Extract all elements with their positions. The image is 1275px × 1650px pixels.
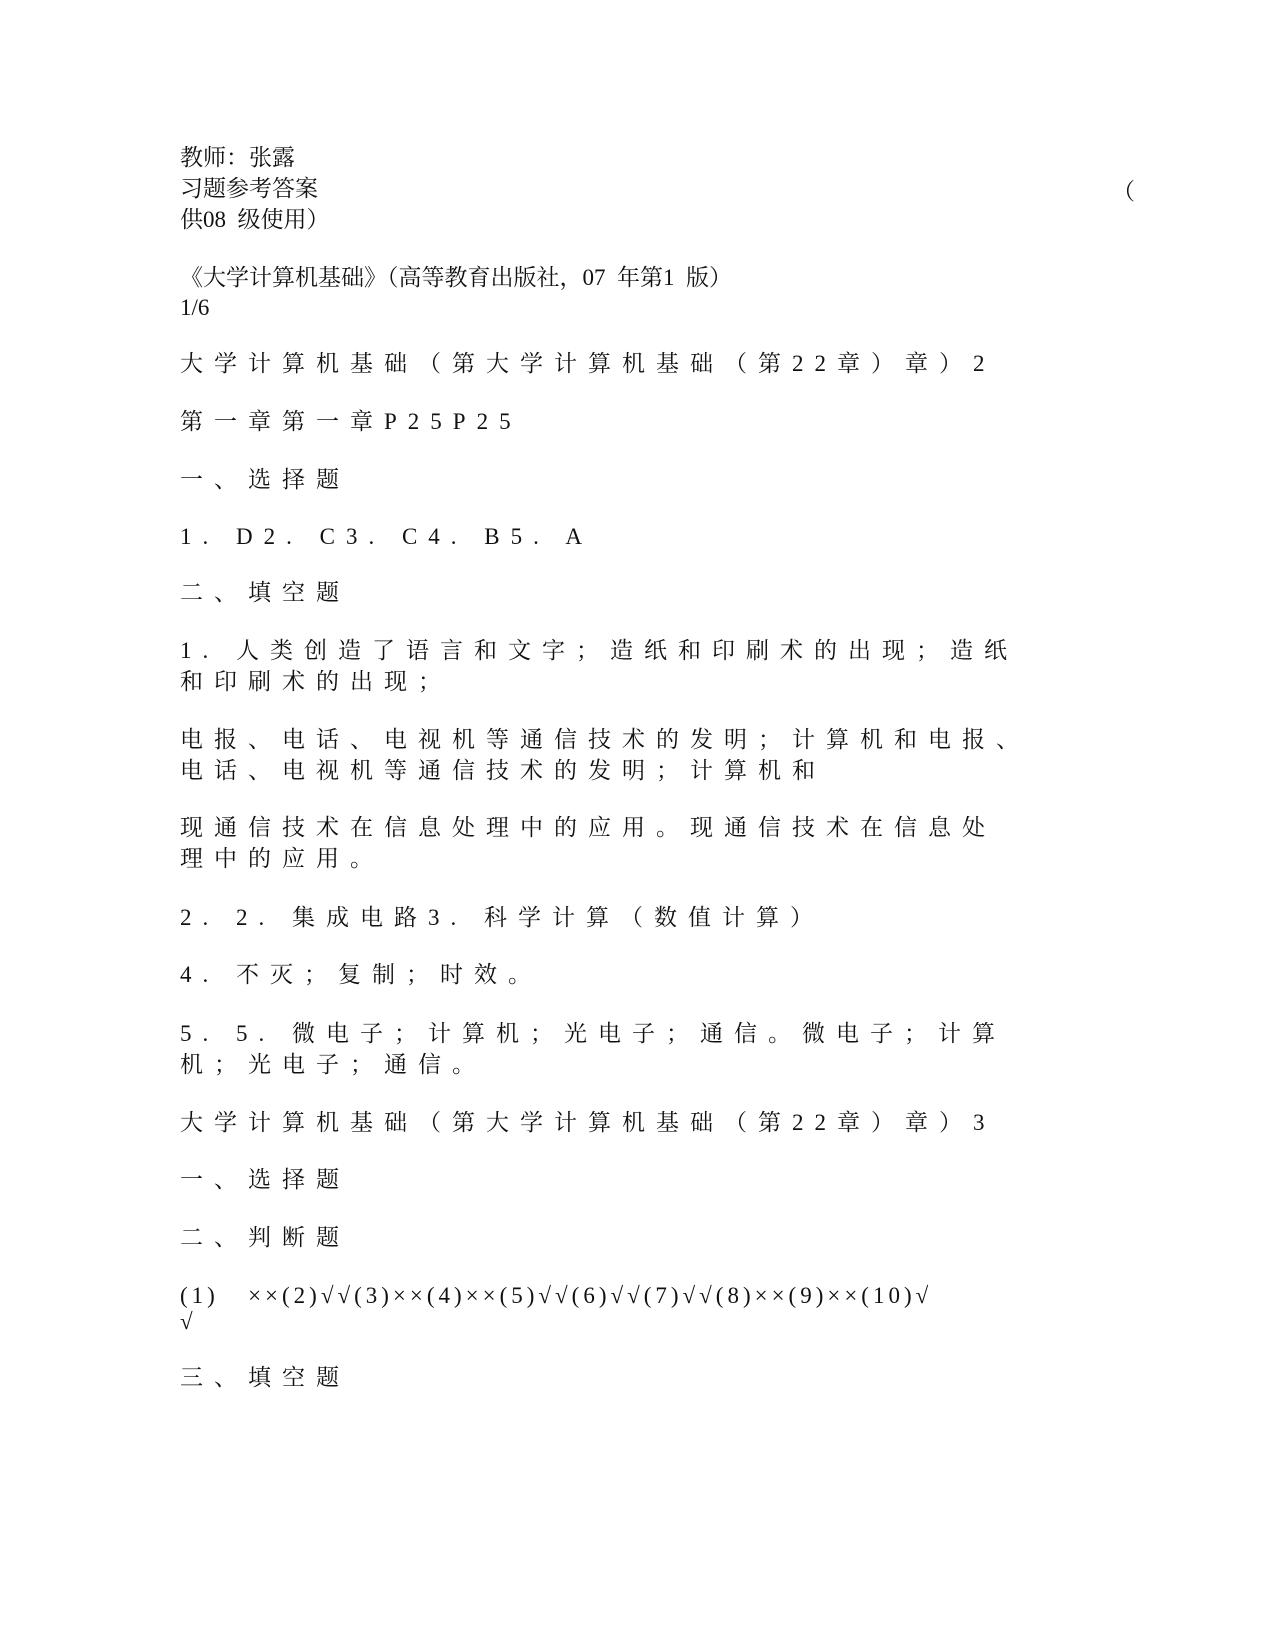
teacher-line: 教师：张露 <box>180 145 295 170</box>
answer-line: 电报、电话、电视机等通信技术的发明；计算机和电报、 <box>180 727 1030 752</box>
section-title: 一、选择题 <box>180 1167 350 1192</box>
section-title: 一、选择题 <box>180 467 350 492</box>
book-line: 《大学计算机基础》（高等教育出版社，07 年第1 版） <box>180 265 732 290</box>
answer-line: 2. 2. 集成电路3. 科学计算（数值计算） <box>180 905 824 930</box>
answer-line: 和印刷术的出现； <box>180 669 452 694</box>
chapter-heading: 大学计算机基础（第大学计算机基础（第22章）章）3 <box>180 1110 996 1135</box>
section-title: 三、填空题 <box>180 1365 350 1390</box>
chapter1-heading: 第一章第一章P25P25 <box>180 409 522 434</box>
title-paren: （ <box>1112 179 1135 204</box>
answer-line: 电话、电视机等通信技术的发明；计算机和 <box>180 758 826 783</box>
choice-answers: 1. D2. C3. C4. B5. A <box>180 524 593 549</box>
usage-line: 供08 级使用） <box>180 207 330 232</box>
judge-answers: (1) ××(2)√√(3)××(4)××(5)√√(6)√√(7)√√(8)××(9)××(10)√ <box>180 1283 933 1308</box>
answer-line: 4. 不灭；复制；时效。 <box>180 962 542 987</box>
chapter-heading: 大学计算机基础（第大学计算机基础（第22章）章）2 <box>180 351 996 376</box>
answer-line: 1. 人类创造了语言和文字；造纸和印刷术的出现；造纸 <box>180 638 1018 663</box>
answer-line: 理中的应用。 <box>180 846 384 871</box>
answer-line: 机；光电子；通信。 <box>180 1052 486 1077</box>
answer-line: 现通信技术在信息处理中的应用。现通信技术在信息处 <box>180 815 996 840</box>
title-line: 习题参考答案 <box>180 176 318 201</box>
section-title: 二、判断题 <box>180 1225 350 1250</box>
answer-line: 5. 5. 微电子；计算机；光电子；通信。微电子；计算 <box>180 1021 1006 1046</box>
page-fraction: 1/6 <box>180 295 210 320</box>
judge-answers-cont: √ <box>180 1309 193 1334</box>
section-title: 二、填空题 <box>180 580 350 605</box>
